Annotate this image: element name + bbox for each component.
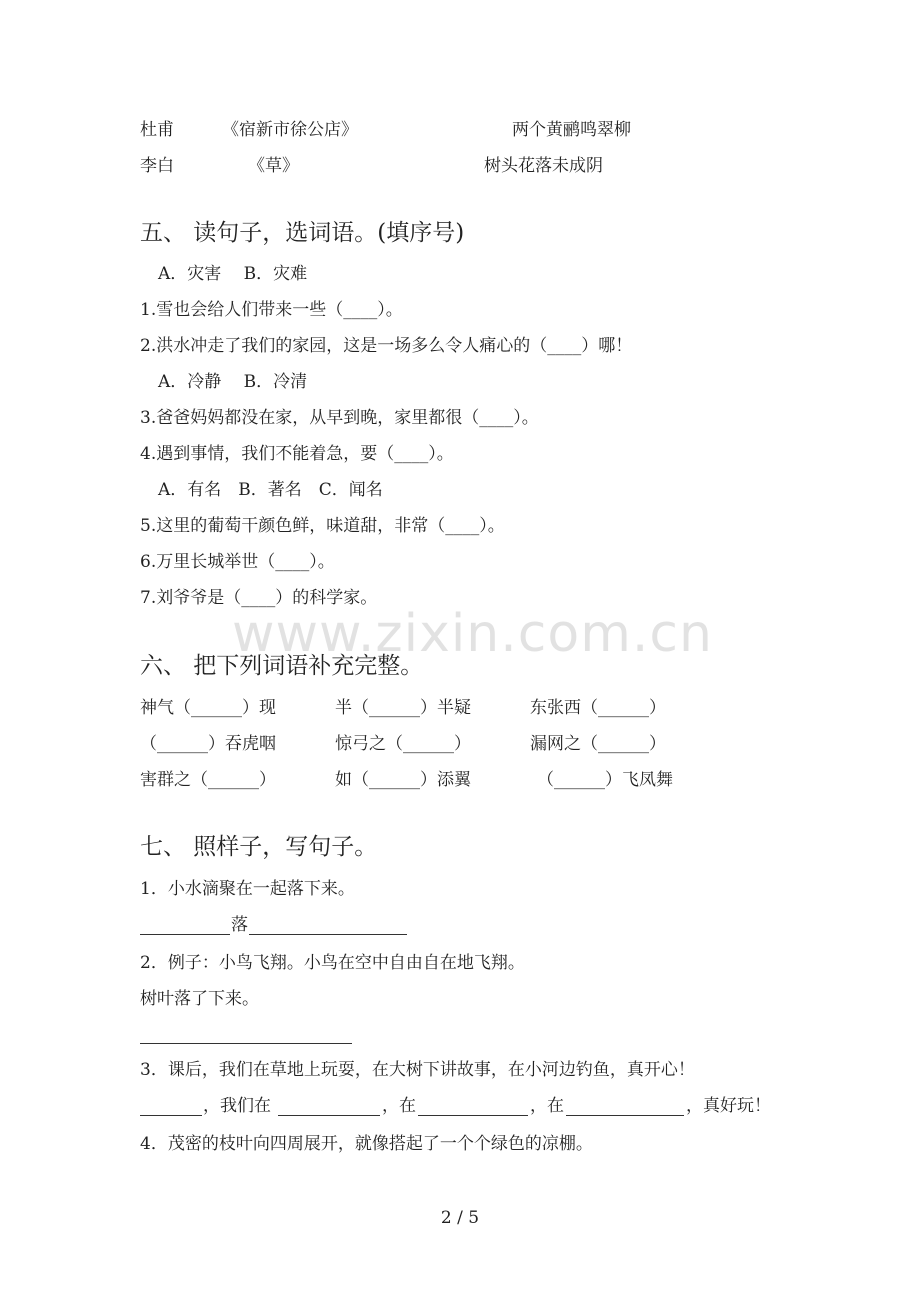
q2-answer-line[interactable] bbox=[140, 1043, 352, 1044]
question-2: 2.洪水冲走了我们的家园，这是一场多么令人痛心的（____）哪！ bbox=[140, 336, 633, 356]
question-6: 6.万里长城举世（____）。 bbox=[140, 552, 335, 572]
section6-heading: 六、 把下列词语补充完整。 bbox=[140, 653, 424, 679]
idiom-3-3: （______）飞凤舞 bbox=[537, 770, 673, 790]
question-3: 3.爸爸妈妈都没在家，从早到晚，家里都很（____）。 bbox=[140, 408, 539, 428]
question-1: 1.雪也会给人们带来一些（____）。 bbox=[140, 300, 403, 320]
q3-fill-3: ，在 bbox=[530, 1096, 564, 1116]
idiom-1-3: 东张西（______） bbox=[530, 698, 666, 718]
q1-blank-left[interactable] bbox=[140, 934, 230, 935]
watermark: www.zixin.com.cn bbox=[232, 604, 713, 664]
q2-task: 树叶落了下来。 bbox=[140, 989, 259, 1009]
poem-line-2: 树头花落未成阴 bbox=[484, 156, 603, 176]
q3-text: 3．课后，我们在草地上玩耍，在大树下讲故事，在小河边钓鱼，真开心！ bbox=[140, 1060, 695, 1080]
q3-blank-1[interactable] bbox=[140, 1115, 202, 1116]
q3-blank-4[interactable] bbox=[566, 1115, 684, 1116]
q1-fall-word: 落 bbox=[231, 915, 248, 935]
poet-2: 李白 bbox=[140, 156, 174, 176]
question-5: 5.这里的葡萄干颜色鲜，味道甜，非常（____）。 bbox=[140, 516, 505, 536]
q1-blank-right[interactable] bbox=[249, 934, 407, 935]
q3-fill-2: ，在 bbox=[382, 1096, 416, 1116]
options-c: A．有名 B．著名 C．闻名 bbox=[158, 480, 383, 500]
idiom-2-2: 惊弓之（______） bbox=[335, 734, 471, 754]
q1-text: 1．小水滴聚在一起落下来。 bbox=[140, 879, 355, 899]
idiom-2-3: 漏网之（______） bbox=[530, 734, 666, 754]
idiom-3-2: 如（______）添翼 bbox=[335, 770, 471, 790]
q3-blank-3[interactable] bbox=[418, 1115, 528, 1116]
page-number: 2 / 5 bbox=[440, 1208, 480, 1228]
poet-1: 杜甫 bbox=[140, 120, 174, 140]
idiom-3-1: 害群之（______） bbox=[140, 770, 276, 790]
poem-line-1: 两个黄鹂鸣翠柳 bbox=[512, 120, 631, 140]
section5-heading: 五、 读句子，选词语。(填序号) bbox=[140, 220, 465, 246]
q3-fill-1: ，我们在 bbox=[203, 1096, 271, 1116]
idiom-2-1: （______）吞虎咽 bbox=[140, 734, 276, 754]
q3-blank-2[interactable] bbox=[278, 1115, 380, 1116]
question-4: 4.遇到事情，我们不能着急，要（____）。 bbox=[140, 444, 454, 464]
idiom-1-2: 半（______）半疑 bbox=[335, 698, 471, 718]
poem-1: 《宿新市徐公店》 bbox=[222, 120, 358, 140]
options-b: A．冷静 B．冷清 bbox=[158, 372, 308, 392]
poem-2: 《草》 bbox=[248, 156, 299, 176]
question-7: 7.刘爷爷是（____）的科学家。 bbox=[140, 588, 378, 608]
q3-fill-4: ，真好玩！ bbox=[686, 1096, 771, 1116]
idiom-1-1: 神气（______）现 bbox=[140, 698, 276, 718]
q4-text: 4．茂密的枝叶向四周展开，就像搭起了一个个绿色的凉棚。 bbox=[140, 1134, 593, 1154]
q2-example: 2．例子：小鸟飞翔。小鸟在空中自由自在地飞翔。 bbox=[140, 953, 525, 973]
options-a: A．灾害 B．灾难 bbox=[158, 264, 308, 284]
section7-heading: 七、 照样子，写句子。 bbox=[140, 834, 378, 860]
